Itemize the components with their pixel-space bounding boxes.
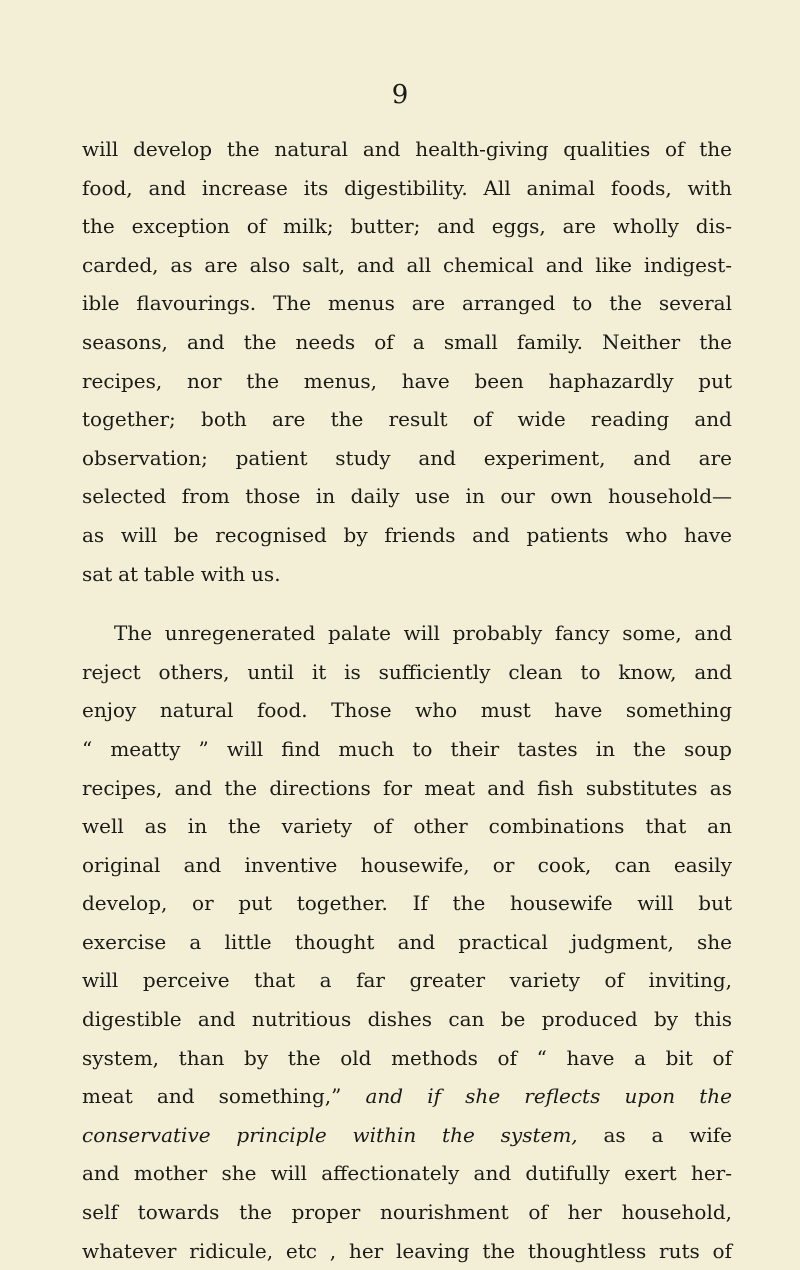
text-line: seasons, and the needs of a small family. Neither the [82,329,732,354]
text-line-mixed [82,1116,732,1155]
text-line-mixed [82,1077,732,1116]
text-line: system, than by the old methods of “ have a bit of [82,1045,732,1070]
text-line: carded, as are also salt, and all chemical and like indigest- [82,252,732,277]
paragraph-1 [82,130,732,593]
text-line: develop, or put together. If the housewife will but [82,891,732,916]
plain-span: meat and something,” [82,1084,366,1109]
text-line: together; both are the result of wide reading and [82,407,732,432]
text-line: the exception of milk; butter; and eggs, are wholly dis- [82,214,732,239]
text-line: recipes, and the directions for meat and fish substitutes as [82,775,732,800]
text-line: ible flavourings. The menus are arranged to the several [82,291,732,316]
text-line: will perceive that a far greater variety of inviting, [82,968,732,993]
text-line: sat at table with us. [82,561,281,586]
text-line: observation; patient study and experiment, and are [82,445,732,470]
text-line: “ meatty ” will find much to their tastes in the soup [82,736,732,761]
text-line: original and inventive housewife, or cook, can easily [82,852,732,877]
text-line: selected from those in daily use in our own household— [82,484,732,509]
paragraph-2 [82,614,732,1270]
text-line: whatever ridicule, etc , her leaving the thoughtless ruts of [82,1238,732,1263]
text-line: and mother she will affectionately and dutifully exert her- [82,1161,732,1186]
text-line: digestible and nutritious dishes can be produced by this [82,1007,732,1032]
plain-span: as a wife [577,1122,733,1147]
text-line: as will be recognised by friends and patients who have [82,522,732,547]
text-line: well as in the variety of other combinations that an [82,814,732,839]
text-line: will develop the natural and health-giving qualities of the [82,137,732,161]
text-line: The unregenerated palate will probably fancy some, and [114,621,732,646]
text-line: self towards the proper nourishment of her household, [82,1200,732,1225]
paragraph-gap [82,593,732,614]
text-line: recipes, nor the menus, have been haphazardly put [82,368,732,393]
text-line: enjoy natural food. Those who must have something [82,698,732,723]
text-line: food, and increase its digestibility. All animal foods, with [82,175,732,200]
italic-span: and if she reflects upon the [365,1084,732,1109]
text-line: exercise a little thought and practical judgment, she [82,929,732,954]
page-number: 9 [391,80,409,110]
body-text [82,130,732,1270]
italic-span: conservative principle within the system, [82,1122,578,1147]
text-line: reject others, until it is sufficiently clean to know, and [82,659,732,684]
